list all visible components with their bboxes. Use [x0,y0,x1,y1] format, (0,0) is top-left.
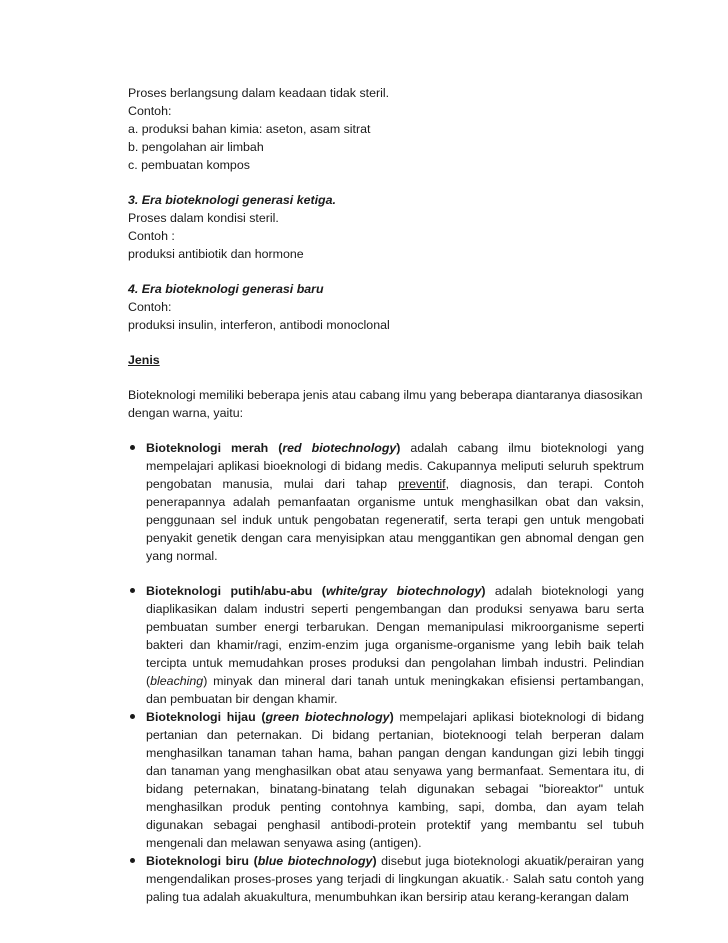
gen3-heading: 3. Era bioteknologi generasi ketiga. [128,193,336,207]
item-term: blue biotechnology [257,854,373,868]
intro-contoh-label: Contoh: [128,104,172,118]
bullet-icon [130,858,135,863]
preventif-link[interactable]: preventif [398,477,446,491]
item-name: Bioteknologi biru [146,854,250,868]
intro-example-c: c. pembuatan kompos [128,158,250,172]
gen4-contoh-label: Contoh: [128,300,172,314]
list-item-putih: Bioteknologi putih/abu-abu (white/gray biotechnology) adalah bioteknologi yang diaplikasikan dalam industri seperti pengembangan dan produksi senyawa baru serta pembuatan sumber energi terbarukan. Dengan memanipulasi mikroorganisme seperti bakteri dan khamir/ragi, enzim-enzim juga organisme-organisme yang lebih baik telah tercipta untuk memudahkan proses produksi dan pengolahan limbah industri. Pelindian (bleaching) minyak dan mineral dari tanah untuk meningkakan efisiensi pertambangan, dan pembuatan bir dengan khamir. [128,582,644,708]
intro-line: Proses berlangsung dalam keadaan tidak steril. [128,86,390,100]
item-term: green biotechnology [265,710,390,724]
bioteknologi-list [128,439,644,565]
item-text: disebut juga bioteknologi akuatik/perairan yang mengendalikan proses-proses yang terjadi di lingkungan akuatik.· Salah satu contoh yang paling tua adalah akuakultura, menumbuhkan ikan bersirip atau kerang-kerangan dalam [146,854,644,904]
gen4-example: produksi insulin, interferon, antibodi monoclonal [128,318,390,332]
bleaching-term: bleaching [150,674,204,688]
item-name: Bioteknologi merah [146,441,269,455]
list-item-merah: Bioteknologi merah (red biotechnology) adalah cabang ilmu bioteknologi yang mempelajari aplikasi bioeknologi di bidang medis. Cakupannya meliputi seluruh spektrum pengobatan manusia, mulai dari tahap preventif, diagnosis, dan terapi. Contoh penerapannya adalah pemanfaatan organisme untuk menghasilkan obat dan vaksin, penggunaan sel induk untuk pengobatan regeneratif, serta terapi gen untuk mengobati penyakit genetik dengan cara menyisipkan atau menggantikan gen abnomal dengan gen yang normal. [128,439,644,565]
item-name: Bioteknologi hijau [146,710,256,724]
gen3-contoh-label: Contoh : [128,229,175,243]
item-name: Bioteknologi putih/abu-abu [146,584,313,598]
gen3-line: Proses dalam kondisi steril. [128,211,279,225]
bullet-icon [130,714,135,719]
bioteknologi-list-continued [128,582,644,906]
gen4-heading: 4. Era bioteknologi generasi baru [128,282,324,296]
list-item-hijau: Bioteknologi hijau (green biotechnology) mempelajari aplikasi bioteknologi di bidang pertanian dan peternakan. Di bidang pertanian, bioteknoogi telah berperan dalam menghasilkan tanaman tahan hama, bahan pangan dengan kandungan gizi lebih tinggi dan tanaman yang menghasilkan obat atau senyawa yang bermanfaat. Sementara itu, di bidang peternakan, binatang-binatang telah digunakan sebagai "bioreaktor" untuk menghasilkan produk penting contohnya kambing, sapi, domba, dan ayam telah digunakan sebagai penghasil antibodi-protein protektif yang membantu sel tubuh mengenali dan melawan senyawa asing (antigen). [128,708,644,852]
item-term: white/gray biotechnology [325,584,482,598]
jenis-intro: Bioteknologi memiliki beberapa jenis atau cabang ilmu yang beberapa diantaranya diasosikan dengan warna, yaitu: [128,388,643,420]
bullet-icon [130,588,135,593]
item-text: mempelajari aplikasi bioteknologi di bidang pertanian dan peternakan. Di bidang pertanian, bioteknoogi telah berperan dalam menghasilkan tanaman tahan hama, bahan pangan dengan kandungan gizi lebih tinggi dan tanaman yang menghasilkan obat atau senyawa yang bermanfaat. Sementara itu, di bidang peternakan, binatang-binatang telah digunakan sebagai "bioreaktor" untuk menghasilkan produk penting contohnya kambing, sapi, domba, dan ayam telah digunakan sebagai penghasil antibodi-protein protektif yang membantu sel tubuh mengenali dan melawan senyawa asing (antigen). [146,710,644,850]
gen3-example: produksi antibiotik dan hormone [128,247,304,261]
item-term: red biotechnology [282,441,397,455]
intro-example-b: b. pengolahan air limbah [128,140,264,154]
bullet-icon [130,445,135,450]
intro-example-a: a. produksi bahan kimia: aseton, asam sitrat [128,122,371,136]
document-body [128,84,644,906]
list-item-biru: Bioteknologi biru (blue biotechnology) disebut juga bioteknologi akuatik/perairan yang mengendalikan proses-proses yang terjadi di lingkungan akuatik.· Salah satu contoh yang paling tua adalah akuakultura, menumbuhkan ikan bersirip atau kerang-kerangan dalam [128,852,644,906]
item-text: adalah bioteknologi yang diaplikasikan dalam industri seperti pengembangan dan produksi senyawa baru serta pembuatan sumber energi terbarukan. Dengan memanipulasi mikroorganisme seperti bakteri dan khamir/ragi, enzim-enzim juga organisme-organisme yang lebih baik telah tercipta untuk memudahkan proses produksi dan pengolahan limbah industri. Pelindian ( [146,584,645,688]
jenis-heading: Jenis [128,353,160,367]
item-text: adalah cabang ilmu bioteknologi yang mempelajari aplikasi bioeknologi di bidang medis. Cakupannya meliputi seluruh spektrum pengobatan manusia, mulai dari tahap [146,441,644,491]
